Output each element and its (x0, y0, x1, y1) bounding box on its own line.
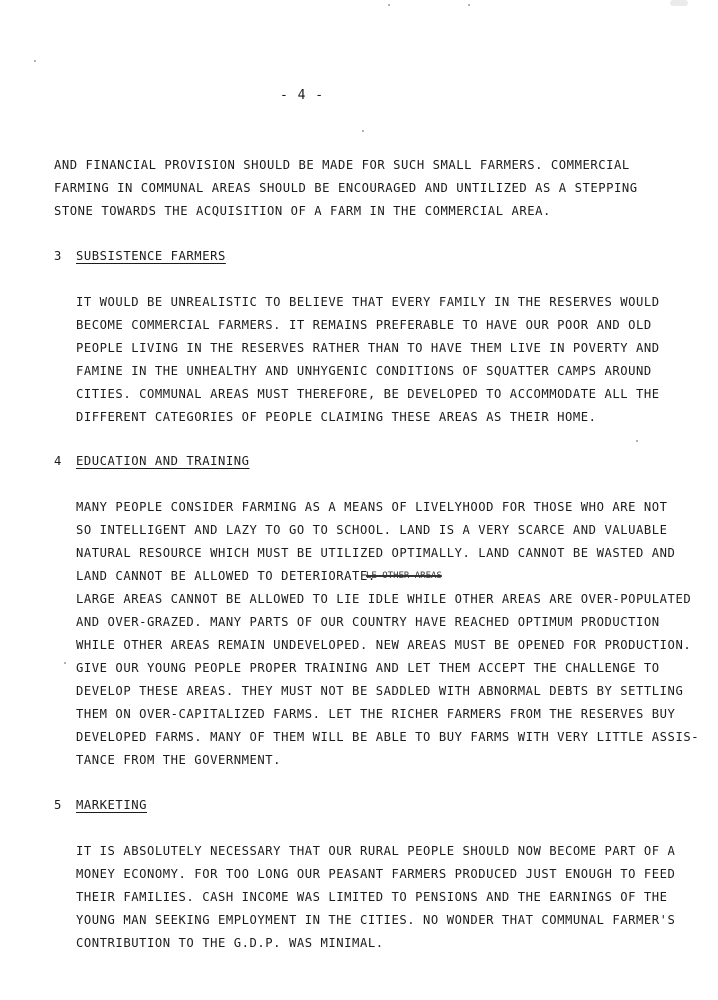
struck-through-text: LE OTHER AREAS (366, 571, 442, 581)
scan-speck (362, 130, 364, 132)
paragraph-line: DEVELOP THESE AREAS. THEY MUST NOT BE SADDLED WITH ABNORMAL DEBTS BY SETTLING (76, 684, 684, 698)
paragraph-line: LAND CANNOT BE ALLOWED TO DETERIORATE. (76, 569, 376, 583)
section-heading: MARKETING (76, 798, 147, 812)
paragraph-line: THEIR FAMILIES. CASH INCOME WAS LIMITED TO PENSIONS AND THE EARNINGS OF THE (76, 890, 668, 904)
paragraph-line: MANY PEOPLE CONSIDER FARMING AS A MEANS OF LIVELYHOOD FOR THOSE WHO ARE NOT (76, 500, 668, 514)
page-number: - 4 - (280, 88, 325, 103)
section-number: 3 (54, 249, 62, 263)
section-heading: EDUCATION AND TRAINING (76, 454, 250, 468)
paragraph-line: SO INTELLIGENT AND LAZY TO GO TO SCHOOL. LAND IS A VERY SCARCE AND VALUABLE (76, 523, 668, 537)
paragraph-line: FAMINE IN THE UNHEALTHY AND UNHYGENIC CONDITIONS OF SQUATTER CAMPS AROUND (76, 364, 652, 378)
paragraph-line: AND OVER-GRAZED. MANY PARTS OF OUR COUNTRY HAVE REACHED OPTIMUM PRODUCTION (76, 615, 660, 629)
paragraph-line: WHILE OTHER AREAS REMAIN UNDEVELOPED. NEW AREAS MUST BE OPENED FOR PRODUCTION. (76, 638, 692, 652)
scan-speck (34, 60, 36, 62)
paragraph-line: DEVELOPED FARMS. MANY OF THEM WILL BE ABLE TO BUY FARMS WITH VERY LITTLE ASSIS- (76, 730, 700, 744)
paragraph-line: CITIES. COMMUNAL AREAS MUST THEREFORE, BE DEVELOPED TO ACCOMMODATE ALL THE (76, 387, 660, 401)
paragraph-line: PEOPLE LIVING IN THE RESERVES RATHER THAN TO HAVE THEM LIVE IN POVERTY AND (76, 341, 660, 355)
intro-line: AND FINANCIAL PROVISION SHOULD BE MADE FOR SUCH SMALL FARMERS. COMMERCIAL (54, 158, 630, 172)
scan-speck (388, 4, 390, 6)
section-number: 5 (54, 798, 62, 812)
paragraph-line: IT WOULD BE UNREALISTIC TO BELIEVE THAT EVERY FAMILY IN THE RESERVES WOULD (76, 295, 660, 309)
paragraph-line: NATURAL RESOURCE WHICH MUST BE UTILIZED OPTIMALLY. LAND CANNOT BE WASTED AND (76, 546, 676, 560)
paragraph-line: CONTRIBUTION TO THE G.D.P. WAS MINIMAL. (76, 936, 384, 950)
paragraph-line: IT IS ABSOLUTELY NECESSARY THAT OUR RURAL PEOPLE SHOULD NOW BECOME PART OF A (76, 844, 676, 858)
paragraph-line: TANCE FROM THE GOVERNMENT. (76, 753, 282, 767)
paragraph-line: THEM ON OVER-CAPITALIZED FARMS. LET THE RICHER FARMERS FROM THE RESERVES BUY (76, 707, 676, 721)
paragraph-line: GIVE OUR YOUNG PEOPLE PROPER TRAINING AND LET THEM ACCEPT THE CHALLENGE TO (76, 661, 660, 675)
scan-speck (64, 662, 66, 664)
scan-speck (468, 4, 470, 6)
section-heading: SUBSISTENCE FARMERS (76, 249, 226, 263)
paragraph-line: LARGE AREAS CANNOT BE ALLOWED TO LIE IDLE WHILE OTHER AREAS ARE OVER-POPULATED (76, 592, 692, 606)
section-number: 4 (54, 454, 62, 468)
paragraph-line: BECOME COMMERCIAL FARMERS. IT REMAINS PREFERABLE TO HAVE OUR POOR AND OLD (76, 318, 652, 332)
scan-speck (636, 440, 638, 442)
intro-line: STONE TOWARDS THE ACQUISITION OF A FARM IN THE COMMERCIAL AREA. (54, 204, 551, 218)
scan-smudge (670, 0, 688, 6)
paragraph-line: MONEY ECONOMY. FOR TOO LONG OUR PEASANT FARMERS PRODUCED JUST ENOUGH TO FEED (76, 867, 676, 881)
paragraph-line: DIFFERENT CATEGORIES OF PEOPLE CLAIMING THESE AREAS AS THEIR HOME. (76, 410, 597, 424)
intro-line: FARMING IN COMMUNAL AREAS SHOULD BE ENCOURAGED AND UNTILIZED AS A STEPPING (54, 181, 638, 195)
paragraph-line: YOUNG MAN SEEKING EMPLOYMENT IN THE CITIES. NO WONDER THAT COMMUNAL FARMER'S (76, 913, 676, 927)
